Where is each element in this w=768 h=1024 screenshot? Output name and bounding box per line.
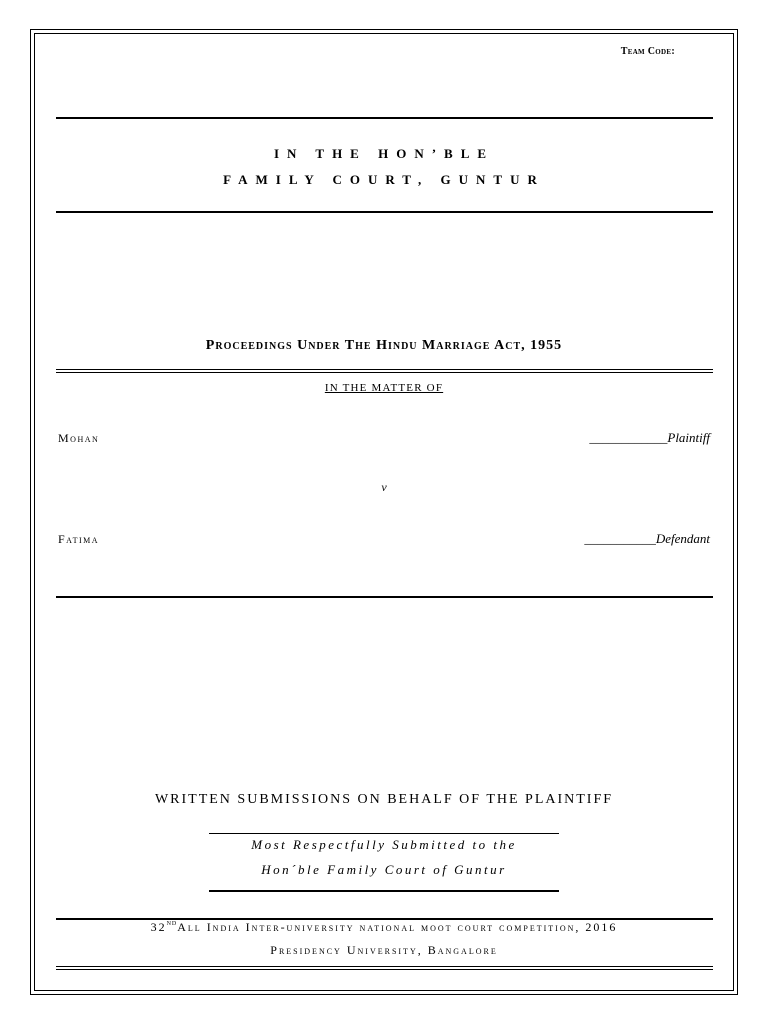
versus: v bbox=[381, 480, 387, 494]
plaintiff-role bbox=[589, 430, 710, 446]
university-line: Presidency University, Bangalore bbox=[270, 943, 498, 957]
in-the-matter-of: IN THE MATTER OF bbox=[324, 382, 444, 394]
court-title-line2: FAMILY COURT, GUNTUR bbox=[223, 172, 545, 187]
team-code-label: Team Code: bbox=[620, 46, 675, 57]
defendant-name: Fatima bbox=[58, 532, 100, 546]
court-title-line1: IN THE HON’BLE bbox=[273, 146, 495, 161]
footer-double-rule-top bbox=[56, 966, 713, 967]
footer-double-rule-bottom bbox=[56, 969, 713, 970]
parties-bottom-rule bbox=[56, 596, 713, 598]
submitted-to-line2: Hon´ble Family Court of Guntur bbox=[261, 862, 507, 877]
plaintiff-blank-line: ____________ bbox=[589, 430, 668, 445]
double-rule-top bbox=[56, 369, 713, 370]
submitted-to-line1: Most Respectfully Submitted to the bbox=[251, 837, 517, 852]
defendant-label: Defendant bbox=[655, 531, 710, 546]
plaintiff-name: Mohan bbox=[58, 431, 100, 445]
double-rule-bottom bbox=[56, 372, 713, 373]
submitted-to-box bbox=[209, 833, 559, 892]
defendant-blank-line: ___________ bbox=[584, 531, 656, 546]
ordinal-suffix: ND bbox=[166, 921, 178, 927]
defendant-role bbox=[584, 531, 710, 547]
ordinal-number: 32 bbox=[150, 920, 167, 934]
plaintiff-label: Plaintiff bbox=[667, 430, 710, 445]
court-bottom-rule bbox=[56, 211, 713, 213]
competition-line bbox=[0, 920, 768, 935]
proceedings-heading: Proceedings Under The Hindu Marriage Act, 1955 bbox=[205, 338, 563, 353]
top-rule bbox=[56, 117, 713, 119]
competition-name: All India Inter-university national moot court competition, 2016 bbox=[177, 920, 618, 934]
submission-title: WRITTEN SUBMISSIONS ON BEHALF OF THE PLAINTIFF bbox=[154, 792, 614, 807]
